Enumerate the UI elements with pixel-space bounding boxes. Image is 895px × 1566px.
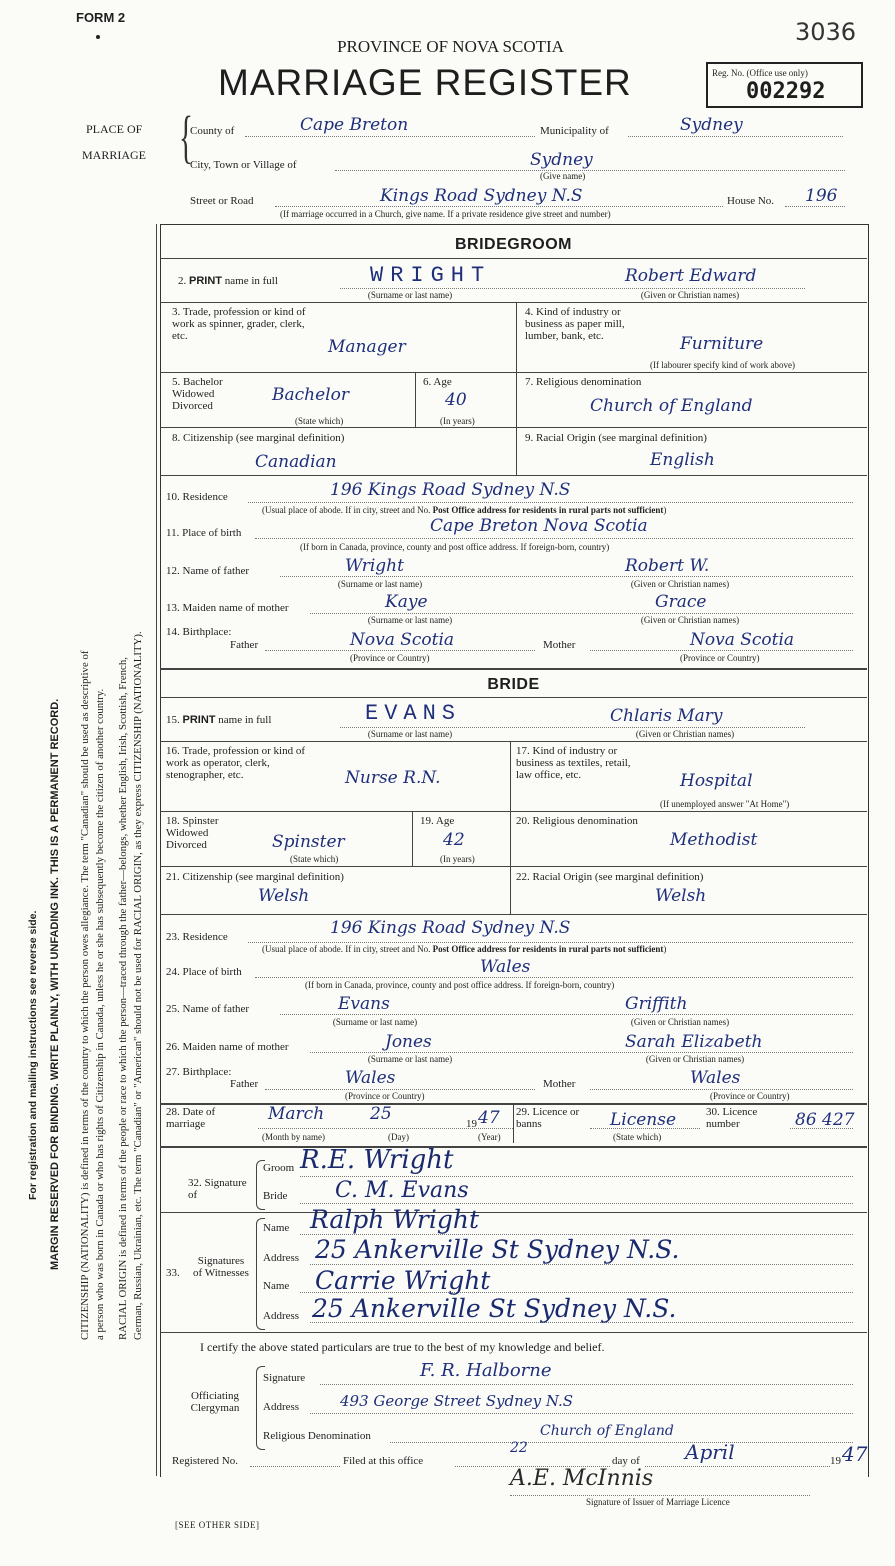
day-caption: (Day) [388, 1132, 409, 1142]
groom-father-given: Robert W. [625, 556, 710, 576]
item-num: 27. [166, 1066, 183, 1078]
line [300, 1176, 853, 1177]
issuer-caption: Signature of Issuer of Marriage Licence [586, 1497, 730, 1507]
margin-citizenship-2: a person who was born in Canada or who has rights of Citizenship in Canada, unless he or she has subsequently become the citizen of another country. [94, 688, 106, 1340]
line [320, 1384, 853, 1385]
line [510, 1495, 810, 1496]
label-text: Citizenship (see marginal definition) [182, 871, 344, 883]
w1-name: Ralph Wright [310, 1205, 480, 1234]
groom-status-label [172, 376, 247, 412]
issuer-signature: A.E. McInnis [510, 1466, 654, 1491]
print-label: PRINT [189, 275, 222, 287]
item-num: 23. [166, 931, 183, 943]
licence-no-label [706, 1106, 786, 1130]
item-num: 17. [516, 745, 533, 757]
groom-citizenship: Canadian [255, 452, 337, 472]
rule [160, 427, 867, 428]
province-caption: (Province or Country) [680, 653, 760, 663]
label-text: Residence [182, 931, 228, 943]
rule-v [510, 811, 511, 866]
birthplace-caption: (If born in Canada, province, county and post office address. If foreign-born, country) [300, 542, 610, 552]
item-num: 11. [166, 527, 183, 539]
municipality-value: Sydney [680, 115, 743, 135]
brace: { [178, 104, 193, 169]
form-label: FORM 2 [76, 10, 126, 25]
margin-instructions: For registration and mailing instructions see reverse side. [27, 910, 39, 1200]
item-num: 9. [525, 432, 536, 444]
item-num: 16. [166, 745, 183, 757]
groom-bp-label [166, 626, 231, 638]
line [590, 1089, 853, 1090]
bride-residence-label [166, 931, 228, 943]
groom-bp-mother: Nova Scotia [690, 630, 795, 650]
bride-birthplace: Wales [480, 957, 531, 977]
year-caption: (Year) [478, 1132, 501, 1142]
street-label: Street or Road [190, 195, 254, 207]
clergy-denomination: Church of England [540, 1423, 674, 1439]
margin-racial-1: RACIAL ORIGIN is defined in terms of the people or race to which the person—traced through the father—belongs, whether English, Irish, Scottish, French, [117, 657, 129, 1340]
bride-bp-father: Wales [345, 1068, 396, 1088]
groom-age: 40 [445, 390, 467, 410]
groom-racial-label [525, 432, 707, 444]
state-which-caption: (State which) [295, 416, 344, 426]
surname-caption: (Surname or last name) [337, 579, 423, 589]
surname-caption: (Surname or last name) [367, 615, 453, 625]
label-text: Trade, profession or kind of work as operator, clerk, stenographer, etc. [166, 745, 306, 781]
groom-father-surname: Wright [345, 556, 404, 576]
w1-address-label: Address [263, 1252, 300, 1264]
bride-citizenship: Welsh [258, 886, 310, 906]
given-caption: (Given or Christian names) [640, 615, 740, 625]
bride-bp-father-label: Father [230, 1078, 259, 1090]
groom-religion: Church of England [590, 396, 753, 416]
bride-industry: Hospital [680, 771, 753, 791]
bride-father-given: Griffith [625, 994, 688, 1014]
frame-double-line [156, 224, 157, 1476]
rule [160, 258, 867, 259]
label-text: Licence number [706, 1106, 758, 1130]
given-caption: (Given or Christian names) [630, 1017, 730, 1027]
surname-caption: (Surname or last name) [332, 1017, 418, 1027]
given-caption: (Given or Christian names) [635, 729, 735, 739]
given-caption: (Given or Christian names) [645, 1054, 745, 1064]
county-label: County of [190, 125, 235, 137]
clergy-address-label: Address [263, 1401, 300, 1413]
bride-bp-label [166, 1066, 231, 1078]
year-prefix: 19 [466, 1118, 477, 1130]
bride-father-surname: Evans [338, 994, 390, 1014]
line [265, 1089, 535, 1090]
groom-father-label [166, 565, 249, 577]
item-num: 30. [706, 1106, 723, 1118]
city-label: City, Town or Village of [190, 159, 297, 171]
date-label [166, 1106, 236, 1130]
registered-label: Registered No. [172, 1455, 238, 1467]
state-which-caption: (State which) [613, 1132, 662, 1142]
item-num: 6. [423, 376, 434, 388]
item-num: 22. [516, 871, 533, 883]
groom-religion-label [525, 376, 641, 388]
clergy-label: Officiating Clergyman [190, 1390, 240, 1414]
place-of-label: PLACE OF [86, 122, 143, 136]
rule [160, 302, 867, 303]
item-num: 24. [166, 966, 183, 978]
province-caption: (Province or Country) [350, 653, 430, 663]
w2-address-label: Address [263, 1310, 300, 1322]
item-num: 26. [166, 1041, 183, 1053]
bride-trade: Nurse R.N. [345, 768, 441, 788]
bride-surname: EVANS [365, 701, 462, 726]
rule [160, 475, 867, 476]
name-line [340, 727, 805, 728]
item-num: 25. [166, 1003, 183, 1015]
item-num: 18. [166, 815, 183, 827]
item-num: 10. [166, 491, 183, 503]
groom-bp-mother-label: Mother [543, 639, 576, 651]
label-text: Kind of industry or business as paper mill, lumber, bank, etc. [525, 306, 625, 342]
surname-caption: (Surname or last name) [367, 1054, 453, 1064]
bridegroom-heading: BRIDEGROOM [455, 236, 572, 253]
rule [160, 1332, 867, 1333]
bride-father-label [166, 1003, 249, 1015]
line [300, 1203, 853, 1204]
groom-racial: English [650, 450, 715, 470]
bride-status: Spinster [272, 832, 345, 852]
label-text: Bachelor Widowed Divorced [172, 376, 223, 412]
bride-mother-surname: Jones [385, 1032, 432, 1052]
rule-v [513, 1103, 514, 1143]
groom-age-label [423, 376, 452, 388]
province-caption: (Province or Country) [345, 1091, 425, 1101]
clergy-address: 493 George Street Sydney N.S [340, 1392, 574, 1410]
see-other-side: [SEE OTHER SIDE] [175, 1520, 260, 1530]
city-line [335, 170, 845, 171]
birthplace-caption: (If born in Canada, province, county and post office address. If foreign-born, country) [305, 980, 615, 990]
municipality-label: Municipality of [540, 125, 609, 137]
bride-birthplace-label [166, 966, 242, 978]
clergy-sig-label: Signature [263, 1372, 306, 1384]
in-years-caption: (In years) [440, 416, 475, 426]
rule [160, 372, 867, 373]
bride-mother-label [166, 1041, 289, 1053]
municipality-line [628, 136, 843, 137]
item-num: 4. [525, 306, 536, 318]
marriage-day: 25 [370, 1104, 392, 1124]
filed-year: 47 [842, 1442, 868, 1466]
rule-v [510, 741, 511, 811]
item-num: 15. [166, 714, 183, 726]
bride-bp-mother-label: Mother [543, 1078, 576, 1090]
rule [160, 1212, 867, 1213]
item-num: 8. [172, 432, 183, 444]
label-text: Age [433, 376, 452, 388]
label-text: Age [435, 815, 455, 827]
marriage-month: March [268, 1104, 325, 1124]
item-num: 3. [172, 306, 183, 318]
groom-industry-label [525, 306, 655, 342]
item-num: 12. [166, 565, 183, 577]
label-text: Citizenship (see marginal definition) [183, 432, 345, 444]
line [280, 576, 853, 577]
line [248, 502, 853, 503]
bride-status-label [166, 815, 246, 851]
bride-religion: Methodist [670, 830, 758, 850]
rule-v [516, 372, 517, 427]
name-line [340, 288, 805, 289]
line [310, 1413, 853, 1414]
reg-no: 002292 [746, 79, 826, 104]
groom-mother-surname: Kaye [385, 592, 428, 612]
groom-bp-father-label: Father [230, 639, 259, 651]
groom-signature: R.E. Wright [300, 1145, 454, 1175]
rule-v [510, 866, 511, 914]
province-text: PROVINCE OF NOVA SCOTIA [337, 37, 564, 56]
name-label: name in full [224, 275, 278, 287]
street-value: Kings Road Sydney N.S [380, 186, 583, 206]
label-text: Maiden name of mother [182, 1041, 289, 1053]
bride-name-label [166, 714, 271, 726]
bride-religion-label [516, 815, 638, 827]
rule-v [516, 427, 517, 475]
licence-label [516, 1106, 586, 1130]
bride-age: 42 [443, 830, 465, 850]
archive-number: 3036 [795, 18, 857, 46]
line [590, 650, 853, 651]
item-num: 29. [516, 1106, 533, 1118]
house-line [785, 206, 845, 207]
groom-residence-label [166, 491, 228, 503]
bride-mother-given: Sarah Elizabeth [625, 1032, 763, 1052]
province-caption: (Province or Country) [710, 1091, 790, 1101]
line [645, 1466, 830, 1467]
label-text: Place of birth [182, 527, 242, 539]
label-text: Name of father [182, 1003, 250, 1015]
groom-name-label [178, 275, 278, 287]
print-label: PRINT [182, 714, 216, 726]
label-text: Date of marriage [166, 1106, 216, 1130]
rule-v [412, 811, 413, 866]
rule [160, 914, 867, 915]
item-num: 5. [172, 376, 183, 388]
groom-sig-label: Groom [263, 1162, 295, 1174]
county-line [245, 136, 535, 137]
w2-name-label: Name [263, 1280, 290, 1292]
given-caption: (Given or Christian names) [640, 290, 740, 300]
item-num: 20. [516, 815, 533, 827]
line [310, 613, 853, 614]
label-text: Spinster Widowed Divorced [166, 815, 219, 851]
item-num: 32. [188, 1177, 205, 1189]
groom-surname: WRIGHT [370, 263, 492, 288]
surname-caption: (Surname or last name) [367, 290, 453, 300]
line [248, 942, 853, 943]
state-which-caption: (State which) [290, 854, 339, 864]
line [265, 650, 535, 651]
groom-industry: Furniture [680, 334, 764, 354]
bride-bp-mother: Wales [690, 1068, 741, 1088]
city-value: Sydney [530, 150, 593, 170]
given-caption: (Given or Christian names) [630, 579, 730, 589]
label-text: Birthplace: [182, 1066, 232, 1078]
month-caption: (Month by name) [262, 1132, 325, 1142]
rule [160, 697, 867, 698]
city-caption: (Give name) [540, 171, 586, 181]
witness-num: 33. [166, 1267, 180, 1279]
item-num: 13. [166, 602, 183, 614]
bride-age-label [420, 815, 454, 827]
bride-racial-label [516, 871, 703, 883]
margin-citizenship-1: CITIZENSHIP (NATIONALITY) is defined in terms of the country to which the person owes allegiance. The term "Canadian" should be used as descriptive of [79, 650, 91, 1340]
rule [160, 1146, 867, 1148]
w2-name: Carrie Wright [315, 1266, 491, 1295]
bride-signature: C. M. Evans [335, 1178, 469, 1203]
label-text: Trade, profession or kind of work as spinner, grader, clerk, etc. [172, 306, 306, 342]
label-text: Kind of industry or business as textiles, retail, law office, etc. [516, 745, 631, 781]
rule [160, 668, 867, 670]
industry-caption: (If unemployed answer "At Home") [660, 799, 790, 809]
bride-residence: 196 Kings Road Sydney N.S [330, 918, 571, 938]
reg-no-label: Reg. No. (Office use only) [712, 68, 808, 78]
clergy-signature: F. R. Halborne [420, 1360, 552, 1381]
groom-status: Bachelor [272, 385, 349, 405]
sig-of-label [188, 1177, 253, 1201]
bride-heading: BRIDE [487, 676, 540, 693]
rule [160, 866, 867, 867]
groom-residence: 196 Kings Road Sydney N.S [330, 480, 571, 500]
surname-caption: (Surname or last name) [367, 729, 453, 739]
house-value: 196 [805, 186, 838, 206]
line [250, 1466, 340, 1467]
label-text: Religious denomination [532, 815, 638, 827]
line [255, 538, 853, 539]
street-line [275, 206, 723, 207]
line [310, 1264, 853, 1265]
groom-trade-label [172, 306, 307, 342]
rule [160, 741, 867, 742]
rule [160, 811, 867, 812]
margin-racial-2: German, Russian, Ukrainian, etc. The term "Canadian" or "American" should not be used for RACIAL ORIGIN, as they express CITIZENSHIP (NATIONALITY). [132, 631, 144, 1340]
in-years-caption: (In years) [440, 854, 475, 864]
line [390, 1442, 853, 1443]
item-num: 21. [166, 871, 183, 883]
licence-number: 86 427 [795, 1110, 855, 1130]
marriage-year: 47 [478, 1108, 500, 1128]
bride-sig-label: Bride [263, 1190, 288, 1202]
street-caption: (If marriage occurred in a Church, give name. If a private residence give street and number) [280, 209, 611, 219]
w1-name-label: Name [263, 1222, 290, 1234]
bride-industry-label [516, 745, 641, 781]
margin-binding-notice: MARGIN RESERVED FOR BINDING. WRITE PLAINLY, WITH UNFADING INK. THIS IS A PERMANENT RECORD. [49, 698, 61, 1270]
groom-birthplace: Cape Breton Nova Scotia [430, 516, 648, 536]
label-text: Religious denomination [536, 376, 642, 388]
licence-value: License [610, 1110, 677, 1130]
label-text: Residence [182, 491, 228, 503]
item-num: 7. [525, 376, 536, 388]
name-label: name in full [218, 714, 272, 726]
reg-no-box [706, 62, 863, 108]
groom-citizenship-label [172, 432, 344, 444]
groom-trade: Manager [328, 337, 406, 357]
label-text: Racial Origin (see marginal definition) [536, 432, 707, 444]
groom-mother-given: Grace [655, 592, 707, 612]
w1-address: 25 Ankerville St Sydney N.S. [315, 1235, 680, 1264]
witness-label: Signatures of Witnesses [193, 1255, 249, 1279]
rule-v [415, 372, 416, 427]
w2-address: 25 Ankerville St Sydney N.S. [312, 1294, 677, 1323]
bride-racial: Welsh [655, 886, 707, 906]
bride-given: Chlaris Mary [610, 706, 723, 726]
label-text: Place of birth [182, 966, 242, 978]
residence-caption: (Usual place of abode. If in city, street and No. Post Office address for residents in rural parts not sufficient) [262, 505, 667, 515]
filed-year-prefix: 19 [830, 1455, 841, 1467]
line [280, 1014, 853, 1015]
industry-caption: (If labourer specify kind of work above) [650, 360, 795, 370]
label-text: Racial Origin (see marginal definition) [532, 871, 704, 883]
certify-text: I certify the above stated particulars are true to the best of my knowledge and belief. [200, 1340, 605, 1354]
item-num: 2. [178, 275, 189, 287]
province-title [0, 37, 895, 57]
county-value: Cape Breton [300, 115, 409, 135]
bride-trade-label [166, 745, 306, 781]
rule-v [516, 302, 517, 372]
item-num: 19. [420, 815, 436, 827]
filed-label: Filed at this office [343, 1455, 424, 1467]
label-text: Name of father [182, 565, 250, 577]
label-text: Signature of [188, 1177, 247, 1201]
marriage-label: MARRIAGE [82, 148, 147, 162]
item-num: 14. [166, 626, 183, 638]
house-label: House No. [727, 195, 775, 207]
label-text: Birthplace: [182, 626, 232, 638]
label-text: Licence or banns [516, 1106, 580, 1130]
groom-mother-label [166, 602, 289, 614]
filed-month: April [685, 1440, 735, 1464]
groom-birthplace-label [166, 527, 241, 539]
label-text: Maiden name of mother [182, 602, 289, 614]
residence-caption: (Usual place of abode. If in city, street and No. Post Office address for residents in rural parts not sufficient) [262, 944, 667, 954]
page-title: MARRIAGE REGISTER [218, 62, 632, 103]
filed-day: 22 [510, 1440, 528, 1456]
line [255, 977, 853, 978]
item-num: 28. [166, 1106, 183, 1118]
line [310, 1052, 853, 1053]
clergy-denom-label: Religious Denomination [263, 1430, 371, 1442]
groom-bp-father: Nova Scotia [350, 630, 455, 650]
groom-given: Robert Edward [625, 266, 757, 286]
day-of-label: day of [612, 1455, 640, 1467]
bride-citizenship-label [166, 871, 344, 883]
